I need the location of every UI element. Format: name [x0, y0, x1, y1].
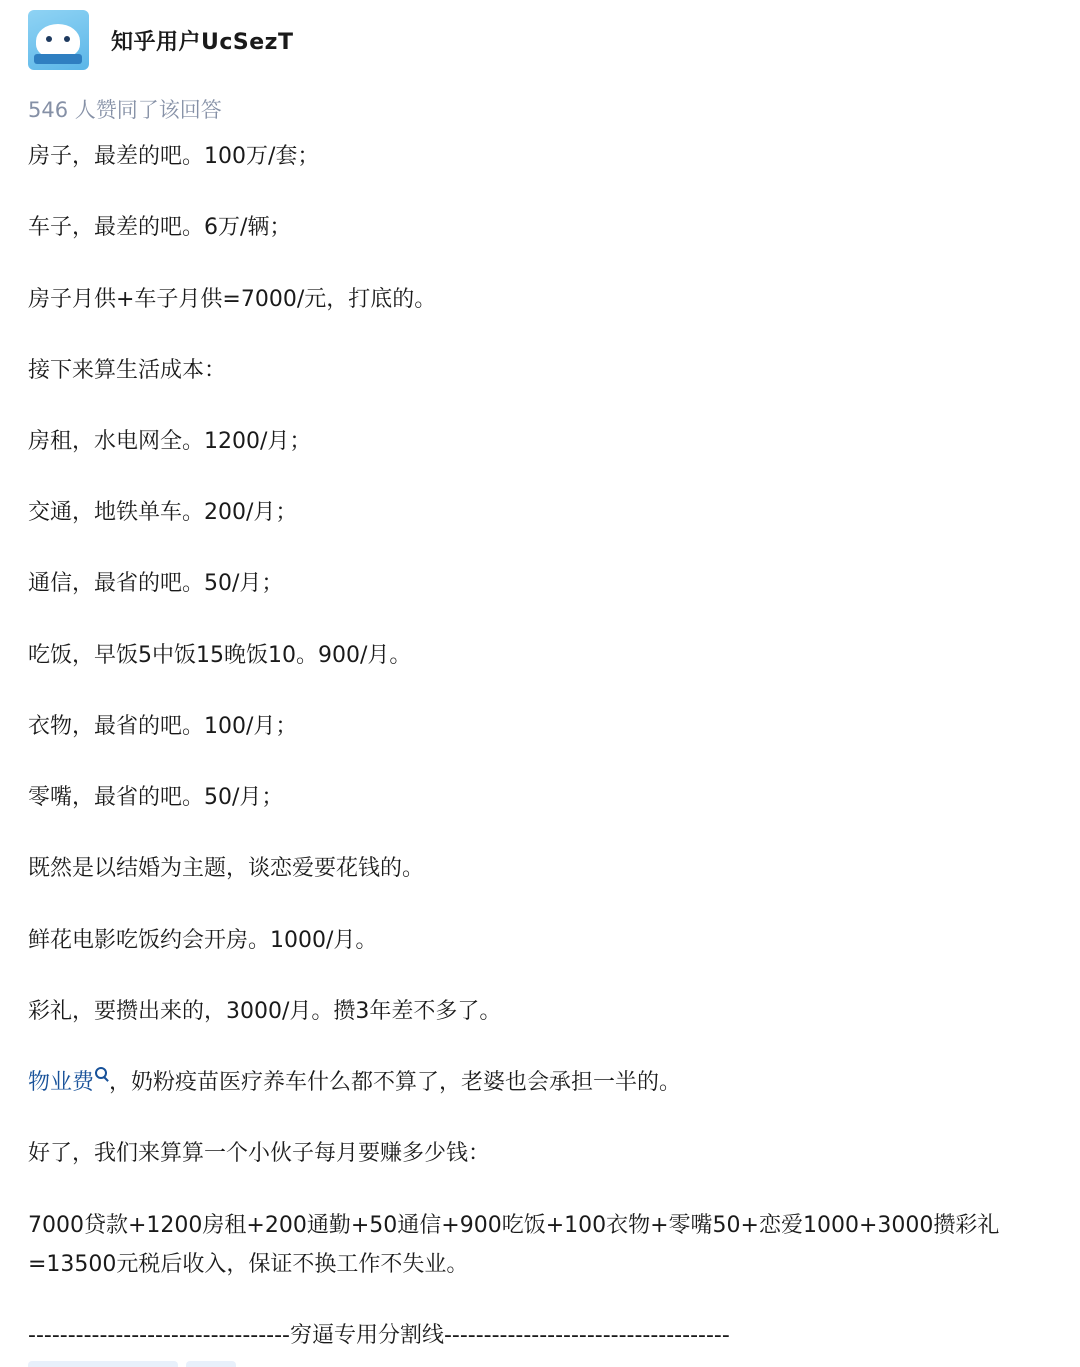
paragraph: 零嘴，最省的吧。50/月；	[28, 785, 284, 810]
paragraph: 接下来算生活成本：	[28, 358, 227, 383]
paragraph: 房租，水电网全。1200/月；	[28, 429, 312, 454]
paragraph-rest: ，奶粉疫苗医疗养车什么都不算了，老婆也会承担一半的。	[109, 1070, 682, 1095]
paragraph: 衣物，最省的吧。100/月；	[28, 714, 298, 739]
topic-tag[interactable]	[186, 1361, 236, 1367]
paragraph: 车子，最差的吧。6万/辆；	[28, 215, 292, 240]
author-name[interactable]: 知乎用户UcSezT	[111, 29, 294, 55]
paragraph: 通信，最省的吧。50/月；	[28, 571, 284, 596]
property-fee-link[interactable]: 物业费	[28, 1070, 95, 1095]
paragraph: 房子月供+车子月供=7000/元，打底的。	[28, 287, 437, 312]
topic-tag[interactable]	[28, 1361, 178, 1367]
paragraph: 吃饭，早饭5中饭15晚饭10。900/月。	[28, 643, 412, 668]
divider-line: ---------------------------------穷逼专用分割线------------------------------------	[28, 1323, 730, 1348]
polar-bear-avatar-icon[interactable]	[28, 10, 89, 70]
summary-formula: 7000贷款+1200房租+200通勤+50通信+900吃饭+100衣物+零嘴50+恋爱1000+3000攒彩礼=13500元税后收入，保证不换工作不失业。	[28, 1213, 1000, 1277]
paragraph: 既然是以结婚为主题，谈恋爱要花钱的。	[28, 856, 425, 881]
paragraph: 彩礼，要攒出来的，3000/月。攒3年差不多了。	[28, 999, 502, 1024]
bottom-tag-bar	[28, 1361, 236, 1367]
search-icon[interactable]	[95, 1067, 109, 1085]
paragraph-with-link	[28, 1063, 681, 1102]
paragraph: 鲜花电影吃饭约会开房。1000/月。	[28, 928, 378, 953]
paragraph: 交通，地铁单车。200/月；	[28, 500, 298, 525]
author-header	[28, 10, 293, 70]
summary-intro: 好了，我们来算算一个小伙子每月要赚多少钱：	[28, 1141, 491, 1166]
vote-count: 546 人赞同了该回答	[28, 98, 222, 122]
paragraph: 房子，最差的吧。100万/套；	[28, 144, 320, 169]
